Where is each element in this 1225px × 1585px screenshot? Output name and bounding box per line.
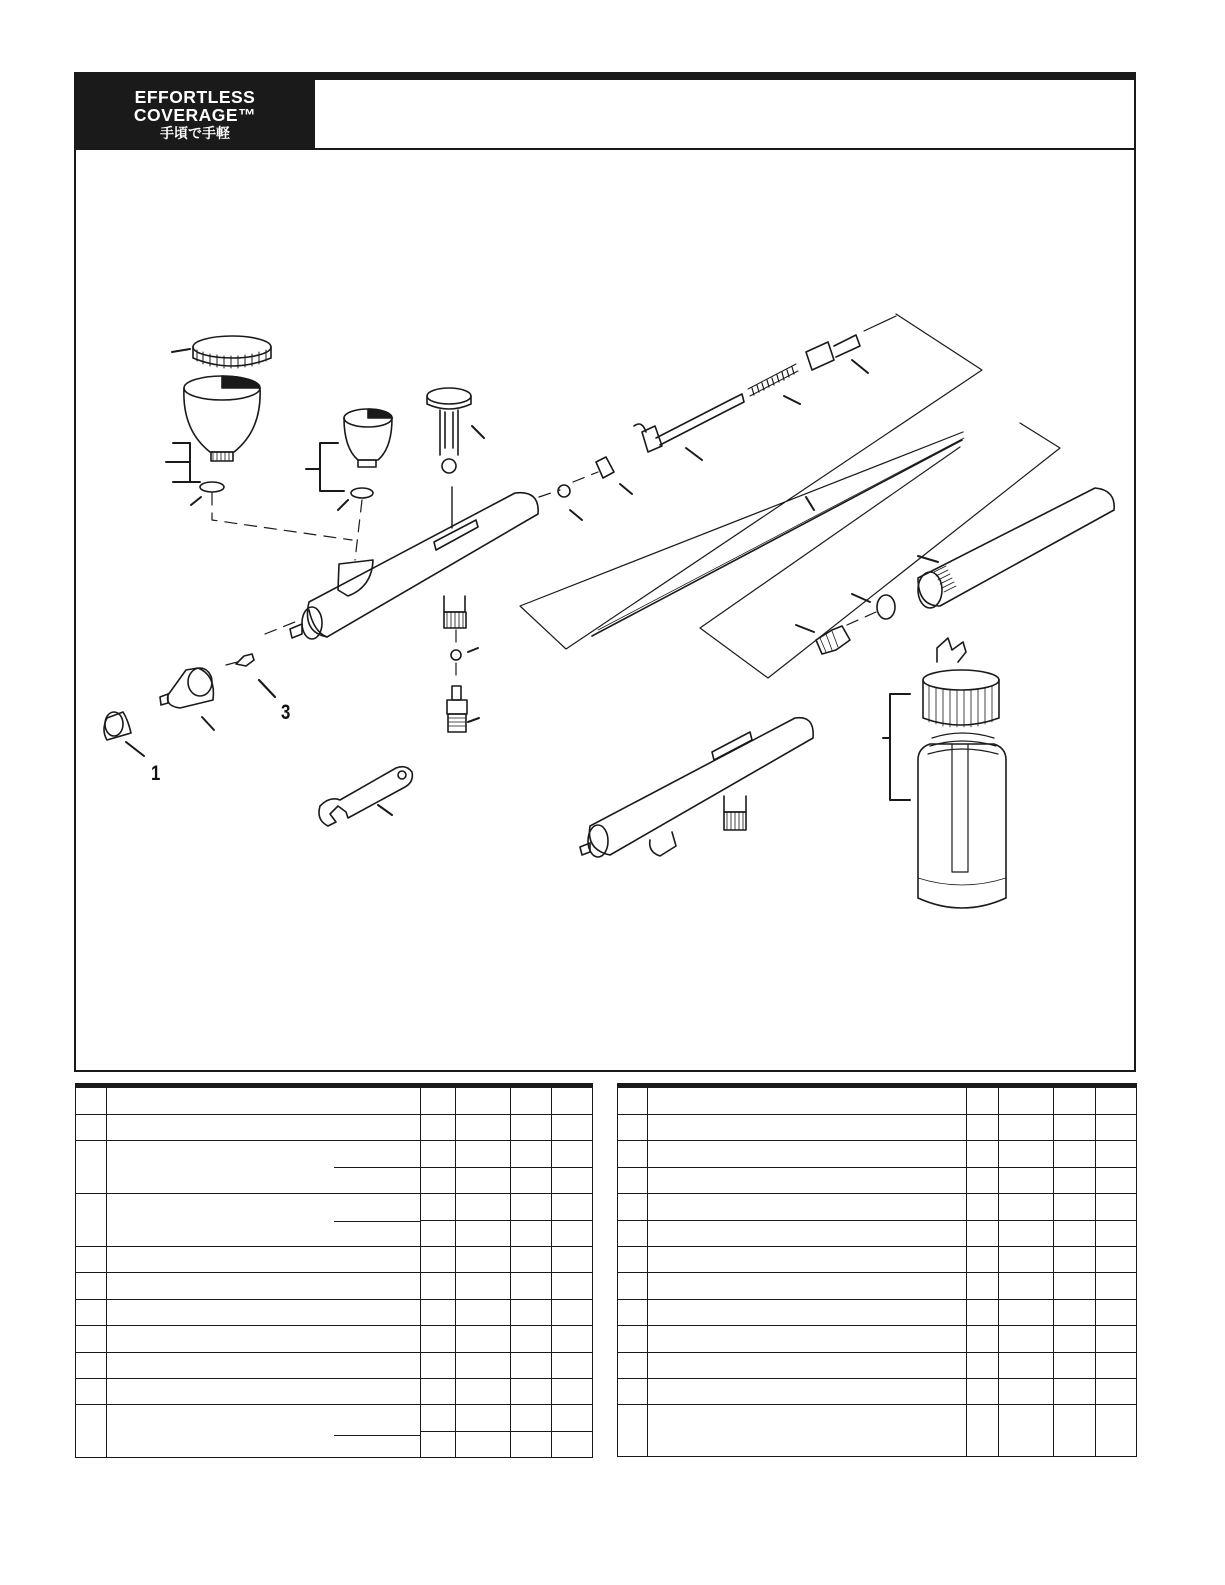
table-row xyxy=(618,1194,1137,1220)
table-row xyxy=(76,1246,593,1272)
table-row xyxy=(618,1167,1137,1193)
brand-line-3: 手頃で手軽 xyxy=(160,125,230,141)
table-row xyxy=(76,1405,593,1431)
table-row xyxy=(618,1141,1137,1167)
brand-logo xyxy=(76,74,314,150)
table-header-row xyxy=(618,1086,1137,1115)
header-cell xyxy=(456,1086,511,1115)
sub-item-rule xyxy=(334,1221,420,1222)
parts-table-right xyxy=(617,1083,1137,1457)
header-cell xyxy=(1054,1086,1096,1115)
table-row xyxy=(618,1220,1137,1246)
table-row xyxy=(76,1273,593,1299)
table-row xyxy=(76,1194,593,1220)
header-cell xyxy=(999,1086,1054,1115)
table-header-row xyxy=(76,1086,593,1115)
table-row xyxy=(618,1352,1137,1378)
header-rule xyxy=(76,148,1134,150)
table-row xyxy=(618,1246,1137,1272)
table-row xyxy=(618,1405,1137,1457)
header-cell xyxy=(618,1086,648,1115)
header-cell xyxy=(511,1086,552,1115)
table-row xyxy=(618,1326,1137,1352)
callout-3: 3 xyxy=(281,701,291,724)
sub-item-rule xyxy=(334,1167,420,1168)
table-row xyxy=(76,1352,593,1378)
header-cell xyxy=(552,1086,593,1115)
table-row xyxy=(618,1378,1137,1404)
brand-line-2: COVERAGE™ xyxy=(133,105,257,125)
header-cell xyxy=(1096,1086,1137,1115)
parts-table-left xyxy=(75,1083,593,1458)
table-row xyxy=(618,1115,1137,1141)
callout-1: 1 xyxy=(151,762,161,785)
table-row xyxy=(618,1273,1137,1299)
header-cell xyxy=(107,1086,421,1115)
table-row xyxy=(76,1299,593,1325)
table-row xyxy=(618,1299,1137,1325)
header-divider xyxy=(313,74,315,150)
sub-item-rule xyxy=(334,1435,420,1436)
table-row xyxy=(76,1378,593,1404)
header-cell xyxy=(76,1086,107,1115)
header-cell xyxy=(967,1086,999,1115)
table-row xyxy=(76,1141,593,1167)
brand-line-1: EFFORTLESS xyxy=(134,87,256,107)
table-row xyxy=(76,1115,593,1141)
header-cell xyxy=(421,1086,456,1115)
table-row xyxy=(76,1326,593,1352)
diagram-frame xyxy=(74,72,1136,1072)
header-cell xyxy=(648,1086,967,1115)
